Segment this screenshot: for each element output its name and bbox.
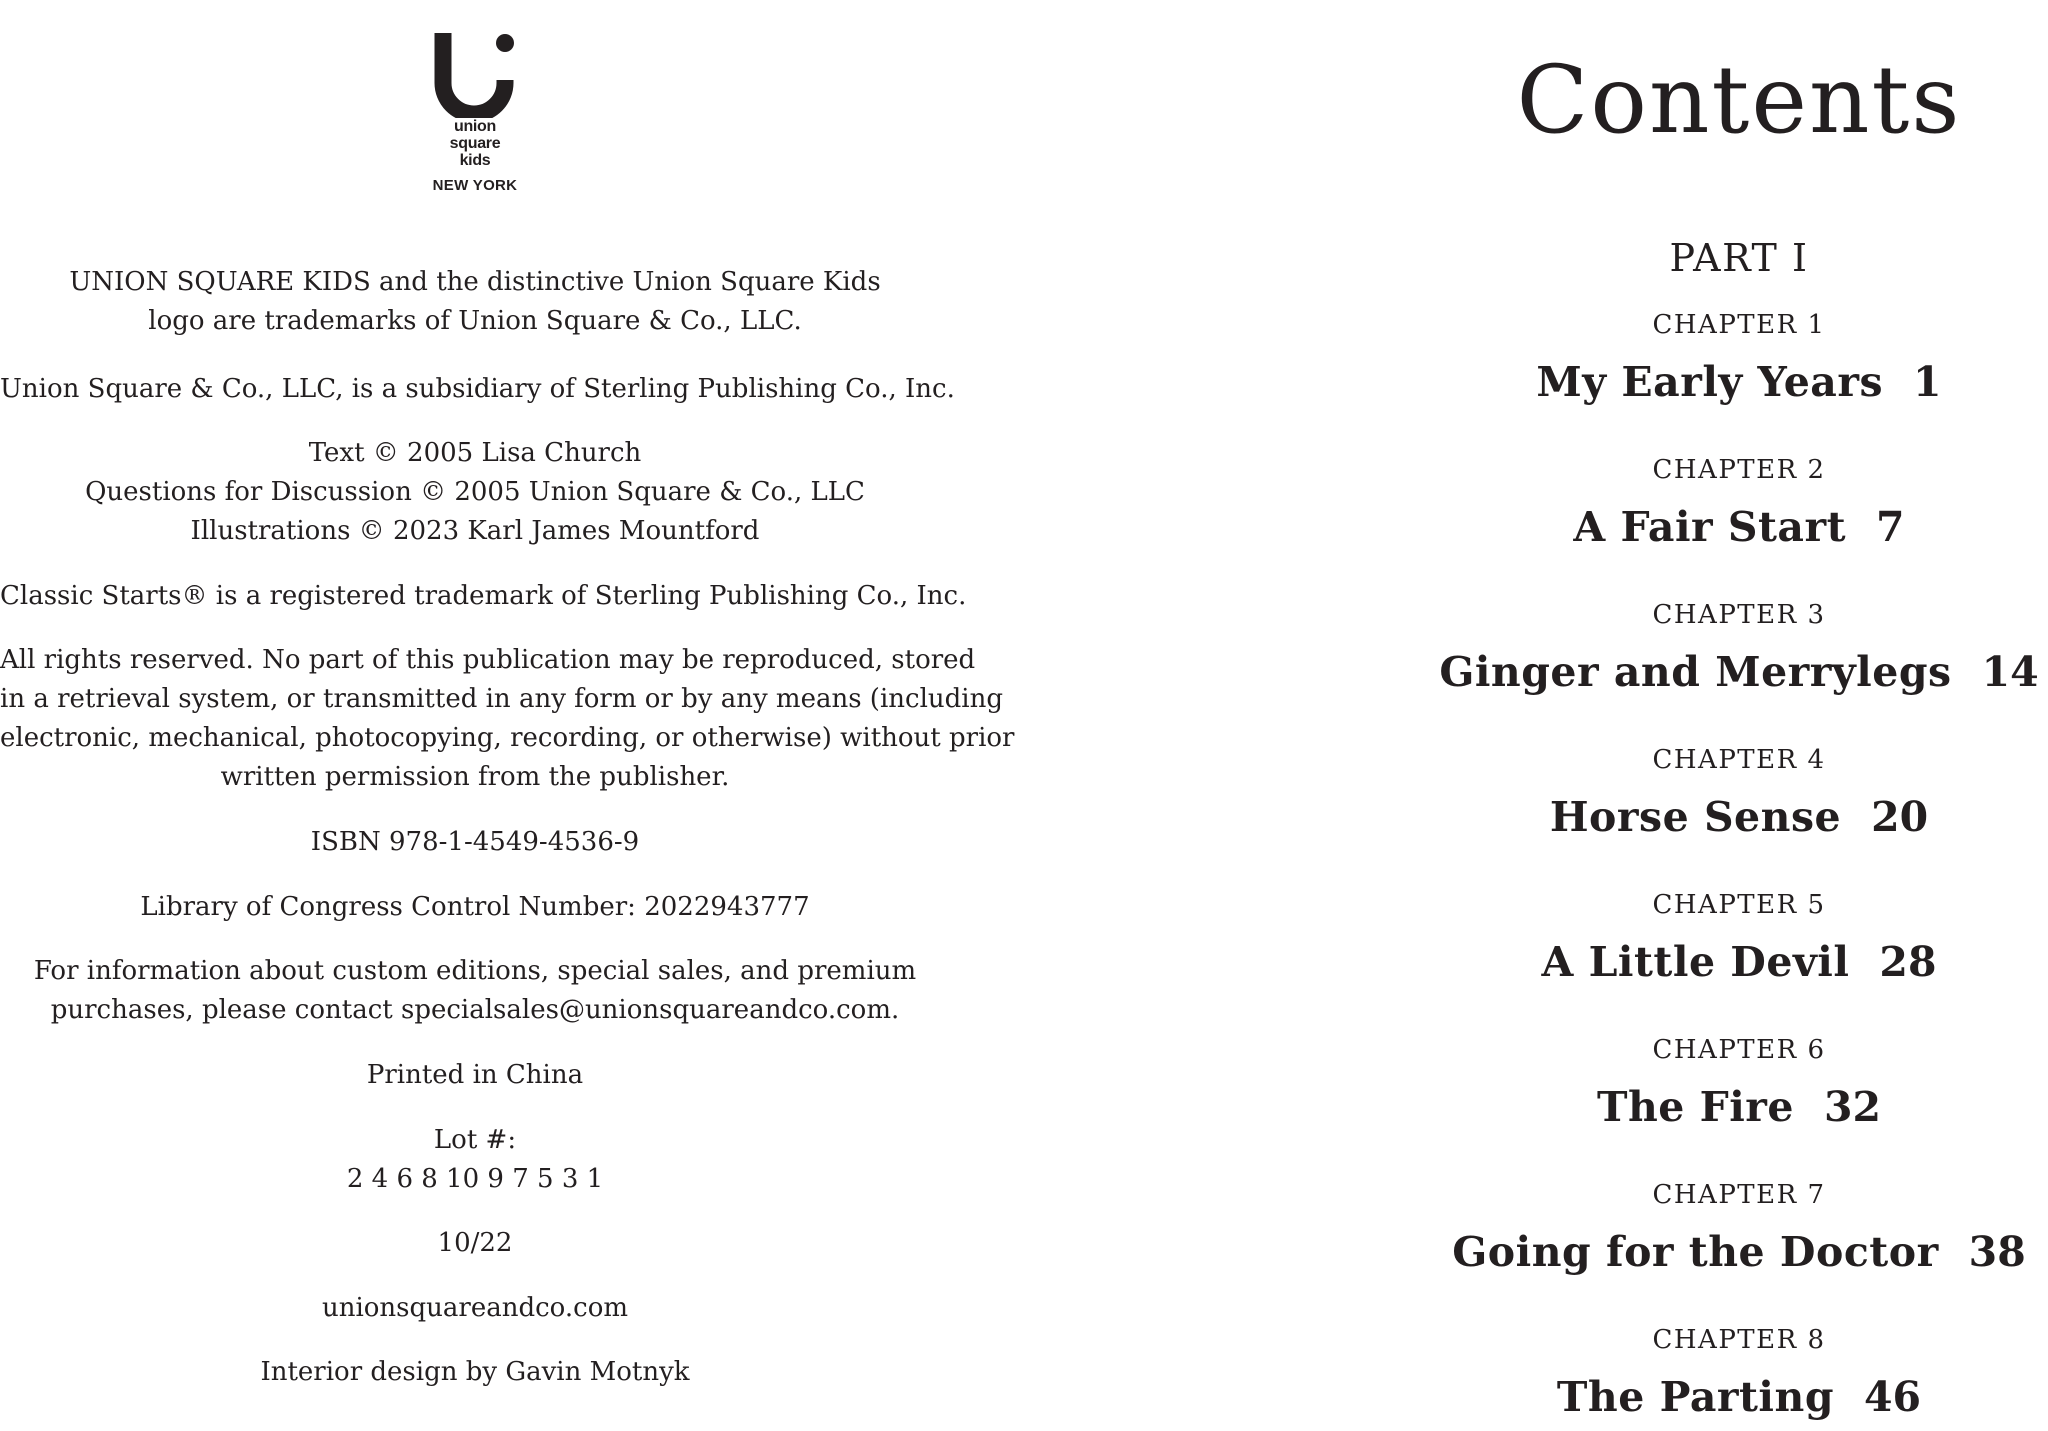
text-line: in a retrieval system, or transmitted in any form or by any means (including (0, 684, 1003, 714)
printed-in (0, 1056, 950, 1095)
contents-page (1430, 0, 2048, 1431)
chapter-entry[interactable] (1430, 599, 2048, 697)
logo-word-square: square (449, 135, 501, 152)
part-label: PART I (1669, 236, 1809, 280)
loc-control-number (0, 888, 950, 927)
logo-word-union: union (453, 118, 497, 135)
text-line: Illustrations © 2023 Karl James Mountford (190, 516, 760, 546)
text-line: 2 4 6 8 10 9 7 5 3 1 (346, 1164, 604, 1194)
text-line: electronic, mechanical, photocopying, recording, or otherwise) without prior (0, 723, 1015, 753)
union-square-u-icon (430, 28, 520, 118)
text-line: Text © 2005 Lisa Church (308, 438, 642, 468)
chapter-title: Horse Sense (1549, 793, 1842, 841)
chapter-page-number: 20 (1871, 793, 1929, 841)
interior-design-credit (0, 1353, 950, 1392)
chapter-label: CHAPTER 5 (1652, 890, 1826, 920)
chapter-page-number: 1 (1913, 358, 1942, 406)
text-line: Union Square & Co., LLC, is a subsidiary of Sterling Publishing Co., Inc. (0, 374, 955, 404)
chapter-label: CHAPTER 6 (1652, 1035, 1826, 1065)
text-line: unionsquareandco.com (321, 1293, 629, 1323)
special-sales-info (0, 952, 950, 1030)
contents-title: Contents (1516, 46, 1962, 155)
lot-number (0, 1121, 950, 1199)
chapter-entry[interactable] (1430, 1034, 2048, 1132)
chapter-entry[interactable] (1430, 889, 2048, 987)
text-line: Library of Congress Control Number: 2022943777 (140, 892, 810, 922)
chapter-page-number: 14 (1981, 648, 2039, 696)
chapter-title: Ginger and Merrylegs (1439, 648, 1952, 696)
chapter-page-number: 28 (1879, 938, 1937, 986)
trademark-notice (0, 263, 950, 341)
chapter-title: Going for the Doctor (1452, 1228, 1939, 1276)
logo-city: NEW YORK (432, 177, 518, 194)
chapter-title: A Little Devil (1541, 938, 1850, 986)
text-line: Questions for Discussion © 2005 Union Square & Co., LLC (85, 477, 865, 507)
text-line: 10/22 (437, 1228, 513, 1258)
chapter-entry[interactable] (1430, 309, 2048, 407)
text-line: written permission from the publisher. (220, 762, 730, 792)
text-line: For information about custom editions, special sales, and premium (33, 956, 917, 986)
text-line: All rights reserved. No part of this publication may be reproduced, stored (0, 645, 976, 675)
chapter-label: CHAPTER 2 (1652, 455, 1826, 485)
chapter-title: The Parting (1556, 1373, 1834, 1421)
chapter-page-number: 46 (1864, 1373, 1922, 1421)
text-line: logo are trademarks of Union Square & Co., LLC. (148, 306, 802, 336)
copyright-page (0, 0, 1015, 1431)
chapter-entry[interactable] (1430, 454, 2048, 552)
chapter-title: The Fire (1596, 1083, 1794, 1131)
chapter-label: CHAPTER 7 (1652, 1180, 1826, 1210)
text-line: Printed in China (366, 1060, 584, 1090)
text-line: Interior design by Gavin Motnyk (260, 1357, 690, 1387)
publisher-logo (405, 28, 545, 218)
chapter-page-number: 38 (1968, 1228, 2026, 1276)
text-line: Lot #: (433, 1125, 517, 1155)
chapter-label: CHAPTER 3 (1652, 600, 1826, 630)
text-line: UNION SQUARE KIDS and the distinctive Union Square Kids (69, 267, 881, 297)
chapter-page-number: 7 (1876, 503, 1905, 551)
chapter-entry[interactable] (1430, 744, 2048, 842)
text-line: purchases, please contact specialsales@unionsquareandco.com. (50, 995, 900, 1025)
text-line: ISBN 978-1-4549-4536-9 (310, 827, 640, 857)
chapter-entry[interactable] (1430, 1179, 2048, 1277)
chapter-label: CHAPTER 1 (1652, 310, 1826, 340)
chapter-title: My Early Years (1536, 358, 1884, 406)
chapter-label: CHAPTER 4 (1652, 745, 1826, 775)
chapter-title: A Fair Start (1573, 503, 1847, 551)
logo-word-kids: kids (459, 152, 491, 169)
copyright-credits (0, 434, 950, 551)
subsidiary-notice (0, 370, 955, 409)
chapter-label: CHAPTER 8 (1652, 1325, 1826, 1355)
chapter-page-number: 32 (1824, 1083, 1882, 1131)
print-date (0, 1224, 950, 1263)
rights-reserved (0, 641, 1015, 797)
publisher-website (0, 1289, 950, 1328)
classic-starts-trademark (0, 577, 967, 616)
text-line: Classic Starts® is a registered trademark of Sterling Publishing Co., Inc. (0, 581, 967, 611)
isbn (0, 823, 950, 862)
chapter-entry[interactable] (1430, 1324, 2048, 1422)
